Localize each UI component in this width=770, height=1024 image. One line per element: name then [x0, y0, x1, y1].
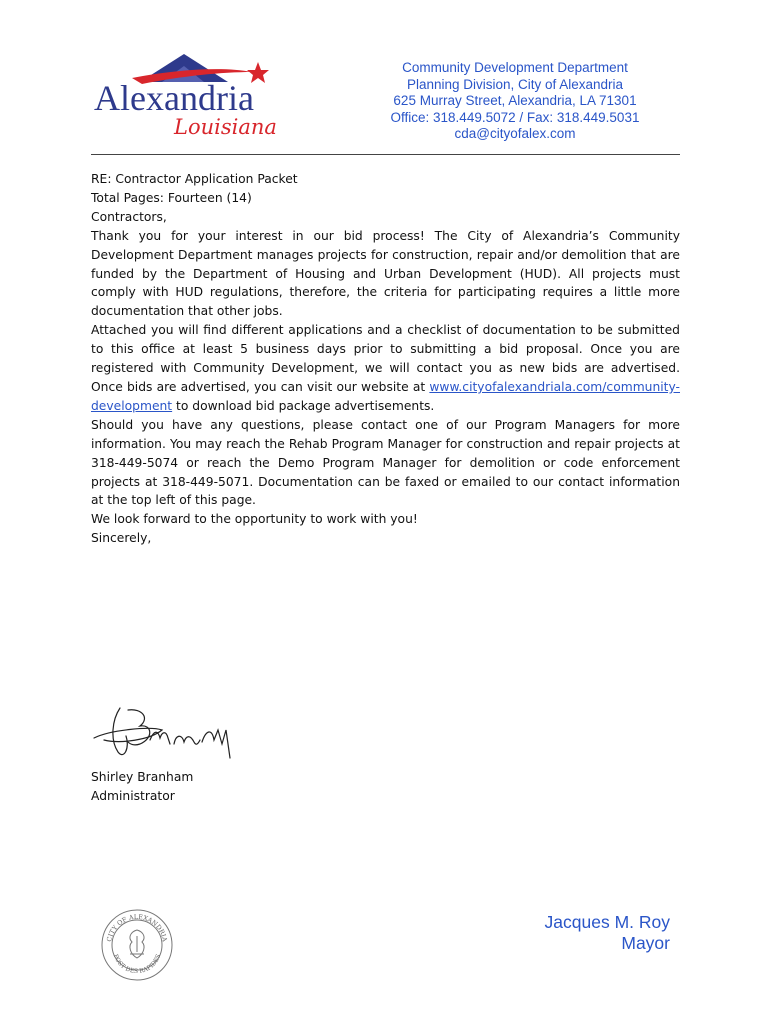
dept-line-division: Planning Division, City of Alexandria — [406, 76, 624, 92]
dept-line-phone-fax: Office: 318.449.5072 / Fax: 318.449.5031 — [390, 109, 640, 125]
letterhead-divider — [91, 154, 680, 155]
logo-state: Louisiana — [174, 115, 277, 139]
paragraph-applications — [91, 321, 680, 416]
logo-wordmark: Alexandria — [94, 78, 254, 118]
sign-off: Sincerely, — [91, 531, 152, 546]
signer-block — [91, 768, 193, 806]
city-seal — [100, 908, 174, 982]
re-line: RE: Contractor Application Packet — [91, 172, 298, 186]
seal-bottom-text: POST DES RAPIDES — [111, 953, 163, 976]
mayor-title: Mayor — [621, 933, 670, 953]
handwritten-signature — [90, 700, 240, 770]
community-development-link[interactable]: www.cityofalexandriala.com/community-development — [91, 379, 680, 413]
alexandria-logo — [92, 48, 282, 144]
department-contact-block — [365, 60, 665, 143]
paragraph-contact: Should you have any questions, please contact one of our Program Managers for more information. You may reach the Rehab Program Manager for construction and repair projects at 318-449-5074 or reach the Demo Program Manager for demolition or code enforcement projects at 318-449-5071. Documentation can be faxed or emailed to our contact information at the top left of this page. — [91, 417, 680, 508]
letter-body — [91, 170, 680, 548]
mayor-block — [545, 912, 670, 954]
dept-line-email: cda@cityofalex.com — [454, 126, 576, 141]
paragraph-applications-tail: to download bid package advertisements. — [172, 398, 435, 413]
signer-title: Administrator — [91, 789, 175, 803]
alexandria-logo-graphic — [92, 48, 282, 144]
signer-name: Shirley Branham — [91, 770, 194, 784]
dept-line-address: 625 Murray Street, Alexandria, LA 71301 — [393, 93, 637, 108]
salutation: Contractors, — [91, 209, 167, 224]
paragraph-intro: Thank you for your interest in our bid process! The City of Alexandria’s Community Development Department manages projects for construction, repair and/or demolition that are funded by the Department of Housing and Urban Development (HUD). All projects must comply with HUD regulations, therefore, the criteria for participating requires a little more documentation that other jobs. — [91, 228, 680, 319]
closing-line: We look forward to the opportunity to work with you! — [91, 512, 418, 527]
signature-graphic — [90, 700, 240, 770]
dept-line-name: Community Development Department — [402, 60, 628, 75]
paragraph-applications-text: Attached you will find different applications and a checklist of documentation to be submitted to this office at least 5 business days prior to submitting a bid proposal. Once you are registered with Community Development, we will contact you as new bids are advertised. Once bids are advertised, you can visit our website at — [91, 323, 680, 394]
city-seal-icon — [100, 908, 174, 982]
total-pages-line: Total Pages: Fourteen (14) — [91, 190, 252, 205]
seal-top-text: CITY OF ALEXANDRIA — [105, 912, 169, 943]
mayor-name: Jacques M. Roy — [544, 912, 670, 932]
